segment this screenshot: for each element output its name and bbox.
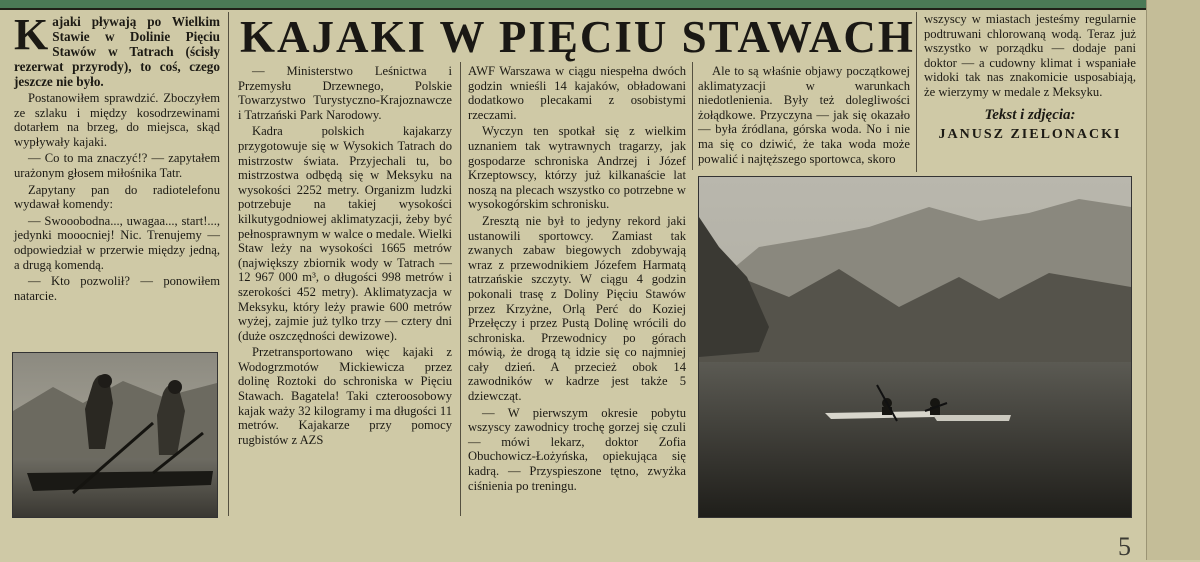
paragraph: wszyscy w miastach jesteśmy regularnie podtruwani chlorowaną wodą. Teraz już wszystko w porządku — dodaje pani doktor — a cudowny klimat i wspaniałe widoki tak nas znakomicie usposabiają, że wierzymy w medale z Meksyku. [924, 12, 1136, 99]
column-rule [692, 62, 693, 170]
paragraph: Przetransportowano więc kajaki z Wodogrzmotów Mickiewicza przez dolinę Roztoki do schroniska w Pięciu Stawach. Bagatela! Taki czteroosobowy kajak waży 32 kilogramy i ma długości 11 metrów. Kajakarze przy pomocy rugbistów z AZS [238, 345, 452, 447]
column-3 [468, 64, 686, 495]
lake-photo-image [699, 177, 1131, 517]
column-rule [460, 62, 461, 516]
column-rule [228, 12, 229, 516]
credit-label: Tekst i zdjęcia: [984, 106, 1076, 123]
paragraph: Postanowiłem sprawdzić. Zboczyłem ze szlaku i między kosodrzewinami dotarłem na brzeg, do miejsca, skąd wypływały kajaki. [14, 91, 220, 149]
credit-name: JANUSZ ZIELONACKI [938, 127, 1122, 143]
paragraph: — W pierwszym okresie pobytu wszyscy zawodnicy trochę gorzej się czuli — mówi lekarz, doktor Zofia Obuchowicz-Łożyńska, opiekująca się kadrą. — Przyspieszone tętno, zwyżka ciśnienia po treningu. [468, 405, 686, 493]
article-headline: KAJAKI W PIĘCIU STAWACH [240, 12, 915, 62]
paragraph: — Ministerstwo Leśnictwa i Przemysłu Drzewnego, Polskie Towarzystwo Turystyczno-Krajoznawcze i Tatrzański Park Narodowy. [238, 64, 452, 122]
column-rule [916, 12, 917, 172]
lake-photo [698, 176, 1132, 518]
paragraph: Zapytany pan do radiotelefonu wydawał komendy: [14, 182, 220, 212]
page-edge [1146, 0, 1200, 560]
paragraph: — Swooobodna..., uwagaa..., start!..., jedynki mooocniej! Nic. Trenujemy — odpowiedział w przerwie między jedną, a drugą komendą. [14, 213, 220, 272]
lead-paragraph: Kajaki pływają po Wielkim Stawie w Dolinie Pięciu Stawów w Tatrach (ścisły rezerwat przyrody), to coś, czego jeszcze nie było. [14, 10, 220, 89]
paragraph: Ale to są właśnie objawy początkowej aklimatyzacji w warunkach niedotlenienia. Były też dolegliwości żołądkowe. Przyczyna — jak się okazało — była źródlana, górska woda. No i nie ma się co dziwić, że taka woda może powalić i najtęższego sportowca, skoro [698, 64, 910, 166]
paragraph: Zresztą nie był to jedyny rekord jaki ustanowili sportowcy. Zamiast tak zwanych zabaw biegowych zdobywają wraz z przewodnikiem Józefem Harmatą tatrzańskie szczyty. W ciągu 4 godzin pokonali trasę z Doliny Pięciu Stawów przez Krzyżne, Orlą Perć do Koziej Przełęczy i przez Pustą Dolinę wrócili do schroniska. Przewodnicy po górach mówią, że drogą tą idzie się co najmniej cały dzień. A przecież obok 14 zawodników w kadrze jest także 5 dziewcząt. [468, 213, 686, 404]
paragraph: Kadra polskich kajakarzy przygotowuje się w Wysokich Tatrach do mistrzostw świata. Przyjechali tu, bo mistrzostwa odbędą się w Meksyku na wysokości 2252 metry. Organizm ludzki potrzebuje na takiej wysokości kilkutygodniowej aklimatyzacji, żeby być pełnosprawnym w walce o medale. Wielki Staw leży na wysokości 1665 metrów (największy zbiornik wody w Tatrach — 12 967 000 m³, o długości 998 metrów i szerokości 452 metry). Aklimatyzacja w Meksyku, który leży prawie 600 metrów wyżej, zajmie już tylko trzy — cztery dni (duże oszczędności dewizowe). [238, 124, 452, 343]
kayakers-photo-image [13, 353, 217, 517]
column-4 [698, 64, 910, 168]
top-color-bar [0, 0, 1200, 10]
paragraph: Wyczyn ten spotkał się z wielkim uznaniem tak wytrawnych tragarzy, jak gospodarze schroniska Andrzej i Józef Krzeptowscy, którzy już kilkanaście lat noszą na plecach wszystko co potrzebne w wysokogórskim schronisku. [468, 124, 686, 212]
paragraph: — Co to ma znaczyć!? — zapytałem urażonym głosem miłośnika Tatr. [14, 151, 220, 180]
paragraph: — Kto pozwolił? — ponowiłem natarcie. [14, 274, 220, 303]
column-5 [924, 12, 1136, 143]
page-number: 5 [1118, 532, 1131, 561]
column-2 [238, 64, 452, 449]
column-1 [14, 10, 220, 305]
paragraph: AWF Warszawa w ciągu niespełna dwóch godzin wnieśli 14 kajaków, obładowani dodatkowo plecakami z osobistymi rzeczami. [468, 64, 686, 122]
column-1-body [14, 91, 220, 303]
kayakers-photo [12, 352, 218, 518]
drop-cap: K [14, 10, 49, 59]
